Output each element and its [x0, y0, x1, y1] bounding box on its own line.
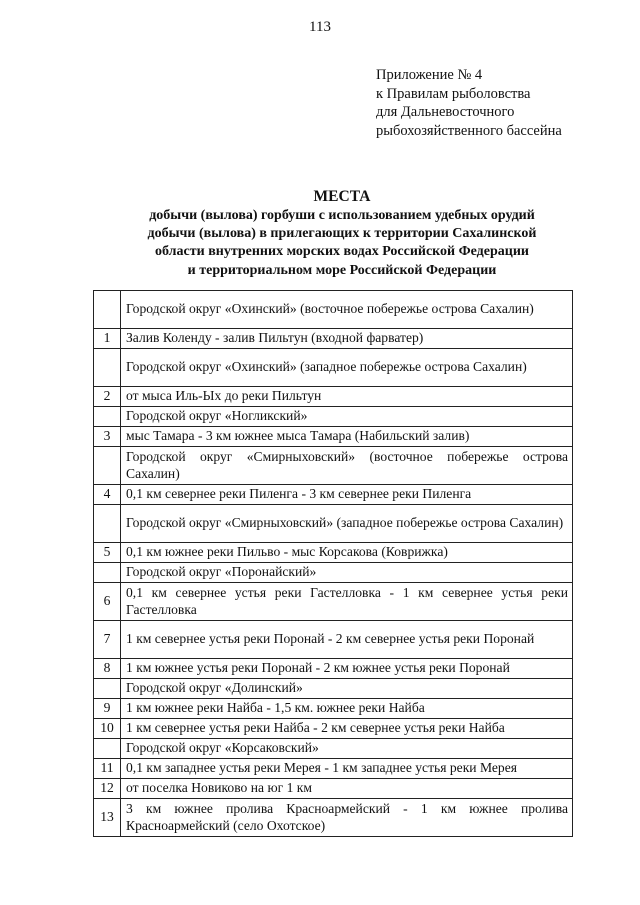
table-row [94, 719, 573, 739]
row-text: 1 км южнее устья реки Поронай - 2 км южнее устья реки Поронай [121, 659, 573, 679]
row-number [94, 349, 121, 387]
row-text: Городской округ «Ногликский» [121, 407, 573, 427]
row-text: 3 км южнее пролива Красноармейский - 1 км южнее пролива Красноармейский (село Охотское) [121, 799, 573, 837]
heading-line: добычи (вылова) в прилегающих к территории Сахалинской [147, 226, 537, 242]
document-heading [0, 187, 640, 280]
row-number [94, 447, 121, 485]
row-text: 1 км севернее устья реки Поронай - 2 км севернее устья реки Поронай [121, 621, 573, 659]
table-row [94, 739, 573, 759]
heading-title: МЕСТА [313, 188, 371, 205]
row-text: Городской округ «Смирныховский» (западное побережье острова Сахалин) [121, 505, 573, 543]
table-row [94, 543, 573, 563]
table-row [94, 779, 573, 799]
row-number [94, 291, 121, 329]
table-row [94, 799, 573, 837]
table-row [94, 427, 573, 447]
row-number: 5 [94, 543, 121, 563]
heading-line: области внутренних морских водах Российской Федерации [155, 244, 529, 260]
heading-line: добычи (вылова) горбуши с использованием удебных орудий [149, 208, 535, 223]
row-text: Городской округ «Корсаковский» [121, 739, 573, 759]
table-row [94, 621, 573, 659]
row-number: 12 [94, 779, 121, 799]
table-row [94, 407, 573, 427]
row-number: 1 [94, 329, 121, 349]
page-number: 113 [309, 19, 331, 35]
table-row [94, 563, 573, 583]
row-text: 0,1 км западнее устья реки Мерея - 1 км западнее устья реки Мерея [121, 759, 573, 779]
table-row [94, 679, 573, 699]
row-number: 7 [94, 621, 121, 659]
row-number: 13 [94, 799, 121, 837]
table-row [94, 447, 573, 485]
table-row [94, 329, 573, 349]
table-row [94, 659, 573, 679]
row-text: от мыса Иль-Ых до реки Пильтун [121, 387, 573, 407]
row-number: 4 [94, 485, 121, 505]
table-row [94, 505, 573, 543]
row-text: 0,1 км севернее реки Пиленга - 3 км севернее реки Пиленга [121, 485, 573, 505]
row-number [94, 679, 121, 699]
appendix-note [376, 66, 562, 140]
row-text: Городской округ «Поронайский» [121, 563, 573, 583]
row-text: 1 км южнее реки Найба - 1,5 км. южнее реки Найба [121, 699, 573, 719]
appendix-line: для Дальневосточного [376, 104, 515, 120]
row-number [94, 505, 121, 543]
row-text: Городской округ «Долинский» [121, 679, 573, 699]
table-row [94, 699, 573, 719]
row-text: от поселка Новиково на юг 1 км [121, 779, 573, 799]
heading-line: и территориальном море Российской Федерации [187, 262, 497, 278]
row-text: 0,1 км южнее реки Пильво - мыс Корсакова (Коврижка) [121, 543, 573, 563]
row-number: 8 [94, 659, 121, 679]
row-text: мыс Тамара - 3 км южнее мыса Тамара (Набильский залив) [121, 427, 573, 447]
row-number: 10 [94, 719, 121, 739]
table-row [94, 291, 573, 329]
row-number [94, 407, 121, 427]
row-number [94, 739, 121, 759]
appendix-line: рыбохозяйственного бассейна [376, 122, 562, 139]
row-text: Залив Коленду - залив Пильтун (входной фарватер) [121, 329, 573, 349]
row-text: Городской округ «Охинский» (западное побережье острова Сахалин) [121, 349, 573, 387]
table-row [94, 387, 573, 407]
row-number: 6 [94, 583, 121, 621]
table-row [94, 349, 573, 387]
row-text: Городской округ «Охинский» (восточное побережье острова Сахалин) [121, 291, 573, 329]
row-text: 1 км севернее устья реки Найба - 2 км севернее устья реки Найба [121, 719, 573, 739]
row-text: Городской округ «Смирныховский» (восточное побережье острова Сахалин) [121, 447, 573, 485]
table-row [94, 583, 573, 621]
row-number: 9 [94, 699, 121, 719]
appendix-line: Приложение № 4 [376, 67, 483, 83]
row-number [94, 563, 121, 583]
appendix-line: к Правилам рыболовства [376, 85, 531, 102]
row-text: 0,1 км севернее устья реки Гастелловка - 1 км севернее устья реки Гастелловка [121, 583, 573, 621]
table-row [94, 759, 573, 779]
fishing-places-table [93, 290, 573, 837]
row-number: 3 [94, 427, 121, 447]
row-number: 11 [94, 759, 121, 779]
row-number: 2 [94, 387, 121, 407]
table-row [94, 485, 573, 505]
